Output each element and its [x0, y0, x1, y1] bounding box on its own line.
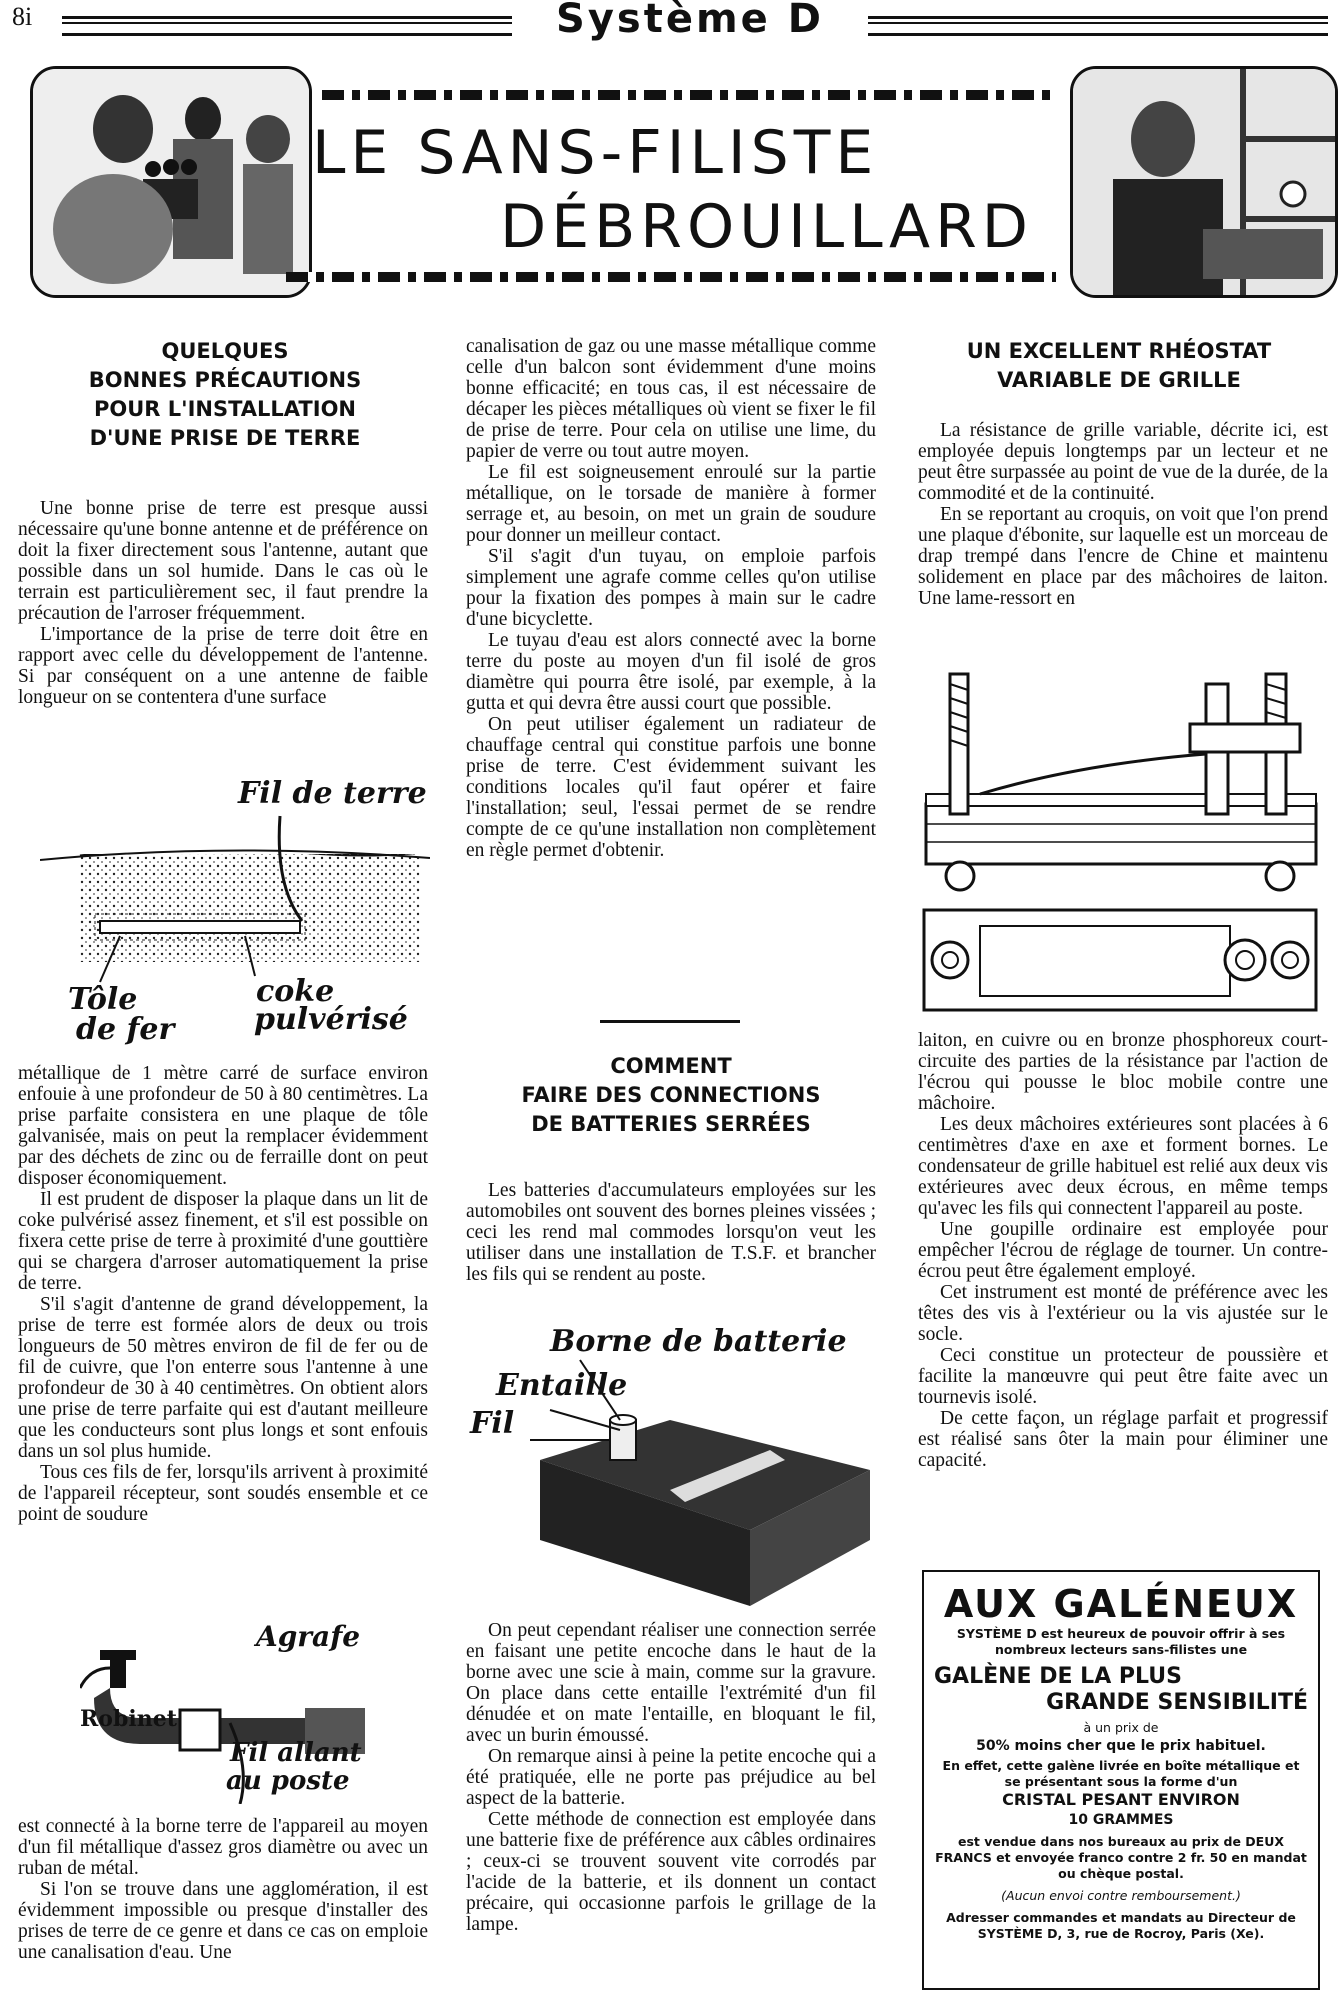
caption-de-fer: de fer	[76, 1012, 175, 1047]
ad-price: est vendue dans nos bureaux au prix de DEUX FRANCS et envoyée franco contre 2 fr. 50 en mandat ou chèque postal.	[935, 1834, 1307, 1881]
ad-discount: 50% moins cher que le prix habituel.	[976, 1738, 1266, 1754]
paragraph: Le fil est soigneusement enroulé sur la partie métallique, on le torsade de manière à former serrage et, au besoin, on met un grain de soudure pour donner un meilleur contact.	[466, 462, 876, 546]
paragraph: On peut utiliser également un radiateur de chauffage central qui constitue parfois une bonne prise de terre. C'est évidemment suivant les conditions locales qu'il faut opérer et faire l'installation; seul, l'essai permet de se rendre compte de ce qu'une installation non complètement en règle permet d'obtenir.	[466, 714, 876, 861]
paragraph: Les deux mâchoires extérieures sont placées à 6 centimètres d'axe en axe et forment bornes. Le condensateur de grille habituel est relié aux deux vis extérieures avec deux écrous, en même temps qu'avec les fils qui connectent l'appareil au poste.	[918, 1114, 1328, 1219]
figure-rheostat-top	[920, 906, 1320, 1014]
paragraph: L'importance de la prise de terre doit être en rapport avec celle du développement de l'antenne. Si par conséquent on a une antenne de faible longueur on se contentera d'une surface	[18, 624, 428, 708]
caption-pulverise: pulvérisé	[254, 1002, 408, 1037]
ad-address: Adresser commandes et mandats au Directeur de SYSTÈME D, 3, rue de Rocroy, Paris (Xe).	[946, 1910, 1296, 1941]
caption-borne-de-batterie: Borne de batterie	[550, 1324, 847, 1359]
caption-fil: Fil	[470, 1406, 515, 1441]
section-heading-batteries	[466, 1052, 876, 1139]
paragraph: Si l'on se trouve dans une agglomération, il est évidemment impossible ou presque d'installer des prises de terre de ce genre et dans ce cas on emploie une canalisation d'eau. Une	[18, 1879, 428, 1963]
ad-intro: SYSTÈME D est heureux de pouvoir offrir à ses nombreux lecteurs sans-filistes une	[956, 1626, 1286, 1657]
article-title-line2: DÉBROUILLARD	[500, 192, 1033, 262]
col3-text-b	[918, 1030, 1328, 1471]
ad-detail: En effet, cette galène livrée en boîte métallique et se présentant sous la forme d'un	[942, 1758, 1300, 1789]
paragraph: De cette façon, un réglage parfait et progressif est réalisé sans ôter la main pour éliminer une capacité.	[918, 1408, 1328, 1471]
paragraph: est connecté à la borne terre de l'appareil au moyen d'un fil métallique d'assez gros diamètre ou avec un ruban de métal.	[18, 1816, 428, 1879]
paragraph: La résistance de grille variable, décrite ici, est employée depuis longtemps par un lecteur et ne peut être surpassée au point de vue de la durée, de la commodité et de la continuité.	[918, 420, 1328, 504]
illustration-radio-operator	[1070, 66, 1338, 298]
caption-tole: Tôle	[68, 982, 138, 1017]
ad-product-line2: GRANDE SENSIBILITÉ	[1046, 1690, 1308, 1715]
paragraph: métallique de 1 mètre carré de surface environ enfouie à une profondeur de 50 à 80 centimètres. La prise parfaite consistera en une plaque de tôle galvanisée, mais on peut la remplacer évidemment par des déchets de zinc ou de ferraille dont on peut disposer économiquement.	[18, 1063, 428, 1189]
section-heading-rheostat	[912, 337, 1326, 395]
figure-battery-terminal	[470, 1320, 880, 1606]
col3-text-a	[918, 420, 1328, 609]
paragraph: En se reportant au croquis, on voit que l'on prend une plaque d'ébonite, sur laquelle est un morceau de drap trempé dans l'encre de Chine et maintenu solidement en place par des mâchoires de laiton. Une lame-ressort en	[918, 504, 1328, 609]
magazine-title: Système D	[556, 0, 824, 42]
banner-rule-top	[322, 90, 1056, 100]
paragraph: S'il s'agit d'un tuyau, on emploie parfois simplement une agrafe comme celles qu'on utilise pour la fixation des pompes à main sur le cadre d'une bicyclette.	[466, 546, 876, 630]
banner-rule-bottom	[286, 272, 1056, 282]
figure-earth-plate	[40, 776, 430, 1047]
illustration-radio-listeners	[30, 66, 312, 298]
paragraph: Une goupille ordinaire est employée pour empêcher l'écrou de réglage de tourner. Un contre-écrou peut être également employé.	[918, 1219, 1328, 1282]
col2-text-a	[466, 336, 876, 861]
caption-coke: coke	[256, 974, 335, 1009]
article-title-line1: LE SANS-FILISTE	[312, 118, 879, 188]
header-rule-right	[868, 16, 1328, 36]
heading-line: POUR L'INSTALLATION	[94, 397, 356, 421]
heading-line: FAIRE DES CONNECTIONS	[521, 1083, 821, 1107]
paragraph: Une bonne prise de terre est presque aussi nécessaire qu'une bonne antenne et de préférence on doit la fixer directement sous l'antenne, autant que possible dans un sol humide. Dans le cas où le terrain est particulièrement sec, il faut prendre la précaution de l'arroser fréquemment.	[18, 498, 428, 624]
ad-crystal-line1: CRISTAL PESANT ENVIRON	[1002, 1790, 1240, 1809]
heading-line: UN EXCELLENT RHÉOSTAT	[966, 339, 1272, 363]
paragraph: canalisation de gaz ou une masse métallique comme celle d'un balcon sont évidemment d'une moins bonne efficacité; en tous cas, il est nécessaire de décaper les pièces métalliques où vient se fixer le fil de prise de terre. Pour cela on utilise une lime, du papier de verre ou tout autre moyen.	[466, 336, 876, 462]
paragraph: On peut cependant réaliser une connection serrée en faisant une petite encoche dans le haut de la borne avec une scie à main, comme sur la gravure. On place dans cette entaille l'extrémité d'un fil dénudée et on mate l'entaille, en bloquant le fil, avec un burin émoussé.	[466, 1620, 876, 1746]
caption-robinet: Robinet	[80, 1706, 177, 1732]
heading-line: QUELQUES	[161, 339, 289, 363]
heading-line: DE BATTERIES SERRÉES	[531, 1112, 811, 1136]
col1-text-c	[18, 1816, 428, 1963]
col1-text-b	[18, 1063, 428, 1525]
caption-entaille: Entaille	[496, 1368, 628, 1403]
paragraph: S'il s'agit d'antenne de grand développement, la prise de terre est formée alors de deux ou trois longueurs de 50 mètres environ de fil de fer ou de fil de cuivre, que l'on enterre sous l'antenne à une profondeur de 30 à 40 centimètres. On obtient alors une prise de terre parfaite qui est d'autant meilleure que les conducteurs sont plus longs et sont enfouis dans un sol plus humide.	[18, 1294, 428, 1462]
ad-crystal-line2: 10 GRAMMES	[1068, 1812, 1174, 1828]
paragraph: Le tuyau d'eau est alors connecté avec la borne terre du poste au moyen d'un fil isolé de gros diamètre qui pourra être isolé, par exemple, à la gutta et qui devra être aussi court que possible.	[466, 630, 876, 714]
paragraph: Ceci constitue un protecteur de poussière et facilite la manœuvre qui peut être faite avec un tournevis isolé.	[918, 1345, 1328, 1408]
caption-agrafe: Agrafe	[256, 1620, 361, 1653]
header-rule-left	[62, 16, 512, 36]
ad-price-intro: à un prix de	[1083, 1720, 1159, 1735]
heading-line: D'UNE PRISE DE TERRE	[89, 426, 361, 450]
caption-au-poste: au poste	[226, 1766, 350, 1796]
section-divider	[600, 1020, 740, 1023]
figure-rheostat-side	[920, 654, 1320, 894]
heading-line: BONNES PRÉCAUTIONS	[88, 368, 362, 392]
paragraph: Cette méthode de connection est employée dans une batterie fixe de préférence aux câbles ordinaires ; ceux-ci se trouvent souvent vite corrodés par l'acide de la batterie, et ils donnent un contact précaire, qui occasionne parfois le grillage de la lampe.	[466, 1809, 876, 1935]
col2-text-c	[466, 1620, 876, 1935]
heading-line: VARIABLE DE GRILLE	[997, 368, 1241, 392]
advertisement-galene	[922, 1570, 1320, 1990]
section-heading-prise-de-terre	[20, 337, 430, 453]
paragraph: laiton, en cuivre ou en bronze phosphoreux court-circuite des parties de la résistance par l'action de l'écrou qui pousse le bloc mobile contre une mâchoire.	[918, 1030, 1328, 1114]
col2-text-b	[466, 1180, 876, 1285]
ad-title: AUX GALÉNEUX	[943, 1582, 1299, 1626]
col1-text-a	[18, 498, 428, 708]
paragraph: Tous ces fils de fer, lorsqu'ils arrivent à proximité de l'appareil récepteur, sont soudés ensemble et ce point de soudure	[18, 1462, 428, 1525]
caption-fil-de-terre: Fil de terre	[238, 776, 427, 811]
paragraph: On remarque ainsi à peine la petite encoche qui a été pratiquée, elle ne porte pas préjudice au bel aspect de la batterie.	[466, 1746, 876, 1809]
ad-note: (Aucun envoi contre remboursement.)	[1001, 1888, 1241, 1903]
ad-product-line1: GALÈNE DE LA PLUS	[934, 1664, 1182, 1689]
caption-fil-allant: Fil allant	[230, 1738, 362, 1768]
figure-tap-clamp	[80, 1620, 420, 1804]
paragraph: Il est prudent de disposer la plaque dans un lit de coke pulvérisé assez finement, et s'il est possible on fixera cette prise de terre à proximité d'une gouttière qui se chargera d'arroser automatiquement la prise de terre.	[18, 1189, 428, 1294]
paragraph: Les batteries d'accumulateurs employées sur les automobiles ont souvent des bornes pleines vissées ; ceci les rend mal commodes lorsqu'on veut les utiliser dans une installation de T.S.F. et brancher les fils qui se rendent au poste.	[466, 1180, 876, 1285]
heading-line: COMMENT	[610, 1054, 732, 1078]
paragraph: Cet instrument est monté de préférence avec les têtes des vis à l'extérieur ou la vis ajustée sur le socle.	[918, 1282, 1328, 1345]
page-number: 8i	[12, 2, 33, 31]
